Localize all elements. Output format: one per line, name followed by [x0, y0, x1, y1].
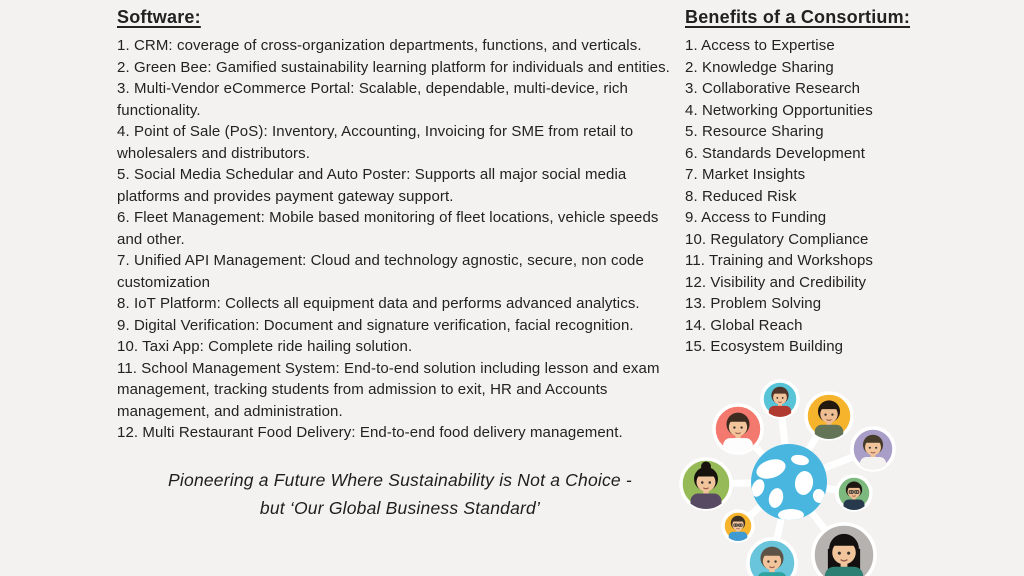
- list-item: 7. Unified API Management: Cloud and technology agnostic, secure, non code customization: [117, 252, 644, 291]
- tagline-line2: but ‘Our Global Business Standard’: [259, 497, 541, 518]
- list-item: 10. Taxi App: Complete ride hailing solution.: [117, 338, 413, 355]
- list-item: 12. Visibility and Credibility: [685, 273, 867, 291]
- people-network-illustration: [672, 362, 972, 576]
- list-item: 5. Social Media Schedular and Auto Poster: Supports all major social media platforms and provides payment gateway support.: [117, 166, 627, 205]
- benefits-section: [685, 7, 995, 358]
- software-section: [117, 7, 683, 522]
- software-heading: Software:: [117, 7, 201, 27]
- benefits-heading: Benefits of a Consortium:: [685, 7, 911, 27]
- list-item: 3. Collaborative Research: [685, 80, 861, 97]
- list-item: 6. Standards Development: [685, 144, 866, 162]
- list-item: 15. Ecosystem Building: [685, 338, 844, 355]
- software-list: [117, 35, 683, 444]
- list-item: 14. Global Reach: [685, 316, 803, 334]
- list-item: 7. Market Insights: [685, 166, 806, 183]
- list-item: 6. Fleet Management: Mobile based monitoring of fleet locations, vehicle speeds and other.: [117, 209, 659, 248]
- list-item: 4. Networking Opportunities: [685, 101, 873, 119]
- list-item: 11. Training and Workshops: [685, 252, 873, 269]
- globe-network-graphic: [672, 362, 972, 576]
- list-item: 1. Access to Expertise: [685, 37, 835, 54]
- list-item: 3. Multi-Vendor eCommerce Portal: Scalable, dependable, multi-device, rich functionality.: [117, 80, 628, 119]
- tagline: [117, 466, 683, 522]
- list-item: 2. Green Bee: Gamified sustainability learning platform for individuals and entities.: [117, 58, 670, 76]
- tagline-line1: Pioneering a Future Where Sustainability is Not a Choice -: [168, 469, 632, 490]
- list-item: 10. Regulatory Compliance: [685, 230, 869, 248]
- list-item: 9. Access to Funding: [685, 209, 827, 226]
- list-item: 5. Resource Sharing: [685, 123, 824, 140]
- list-item: 13. Problem Solving: [685, 295, 822, 312]
- list-item: 8. IoT Platform: Collects all equipment data and performs advanced analytics.: [117, 295, 640, 312]
- list-item: 1. CRM: coverage of cross-organization departments, functions, and verticals.: [117, 37, 642, 54]
- list-item: 9. Digital Verification: Document and signature verification, facial recognition.: [117, 316, 634, 334]
- list-item: 11. School Management System: End-to-end solution including lesson and exam management, tracking students from admission to exit, HR and Accounts management, and administration.: [117, 359, 660, 420]
- benefits-list: [685, 35, 995, 358]
- list-item: 8. Reduced Risk: [685, 187, 797, 205]
- list-item: 4. Point of Sale (PoS): Inventory, Accounting, Invoicing for SME from retail to wholesalers and distributors.: [117, 123, 634, 162]
- list-item: 12. Multi Restaurant Food Delivery: End-to-end food delivery management.: [117, 424, 623, 441]
- list-item: 2. Knowledge Sharing: [685, 58, 834, 76]
